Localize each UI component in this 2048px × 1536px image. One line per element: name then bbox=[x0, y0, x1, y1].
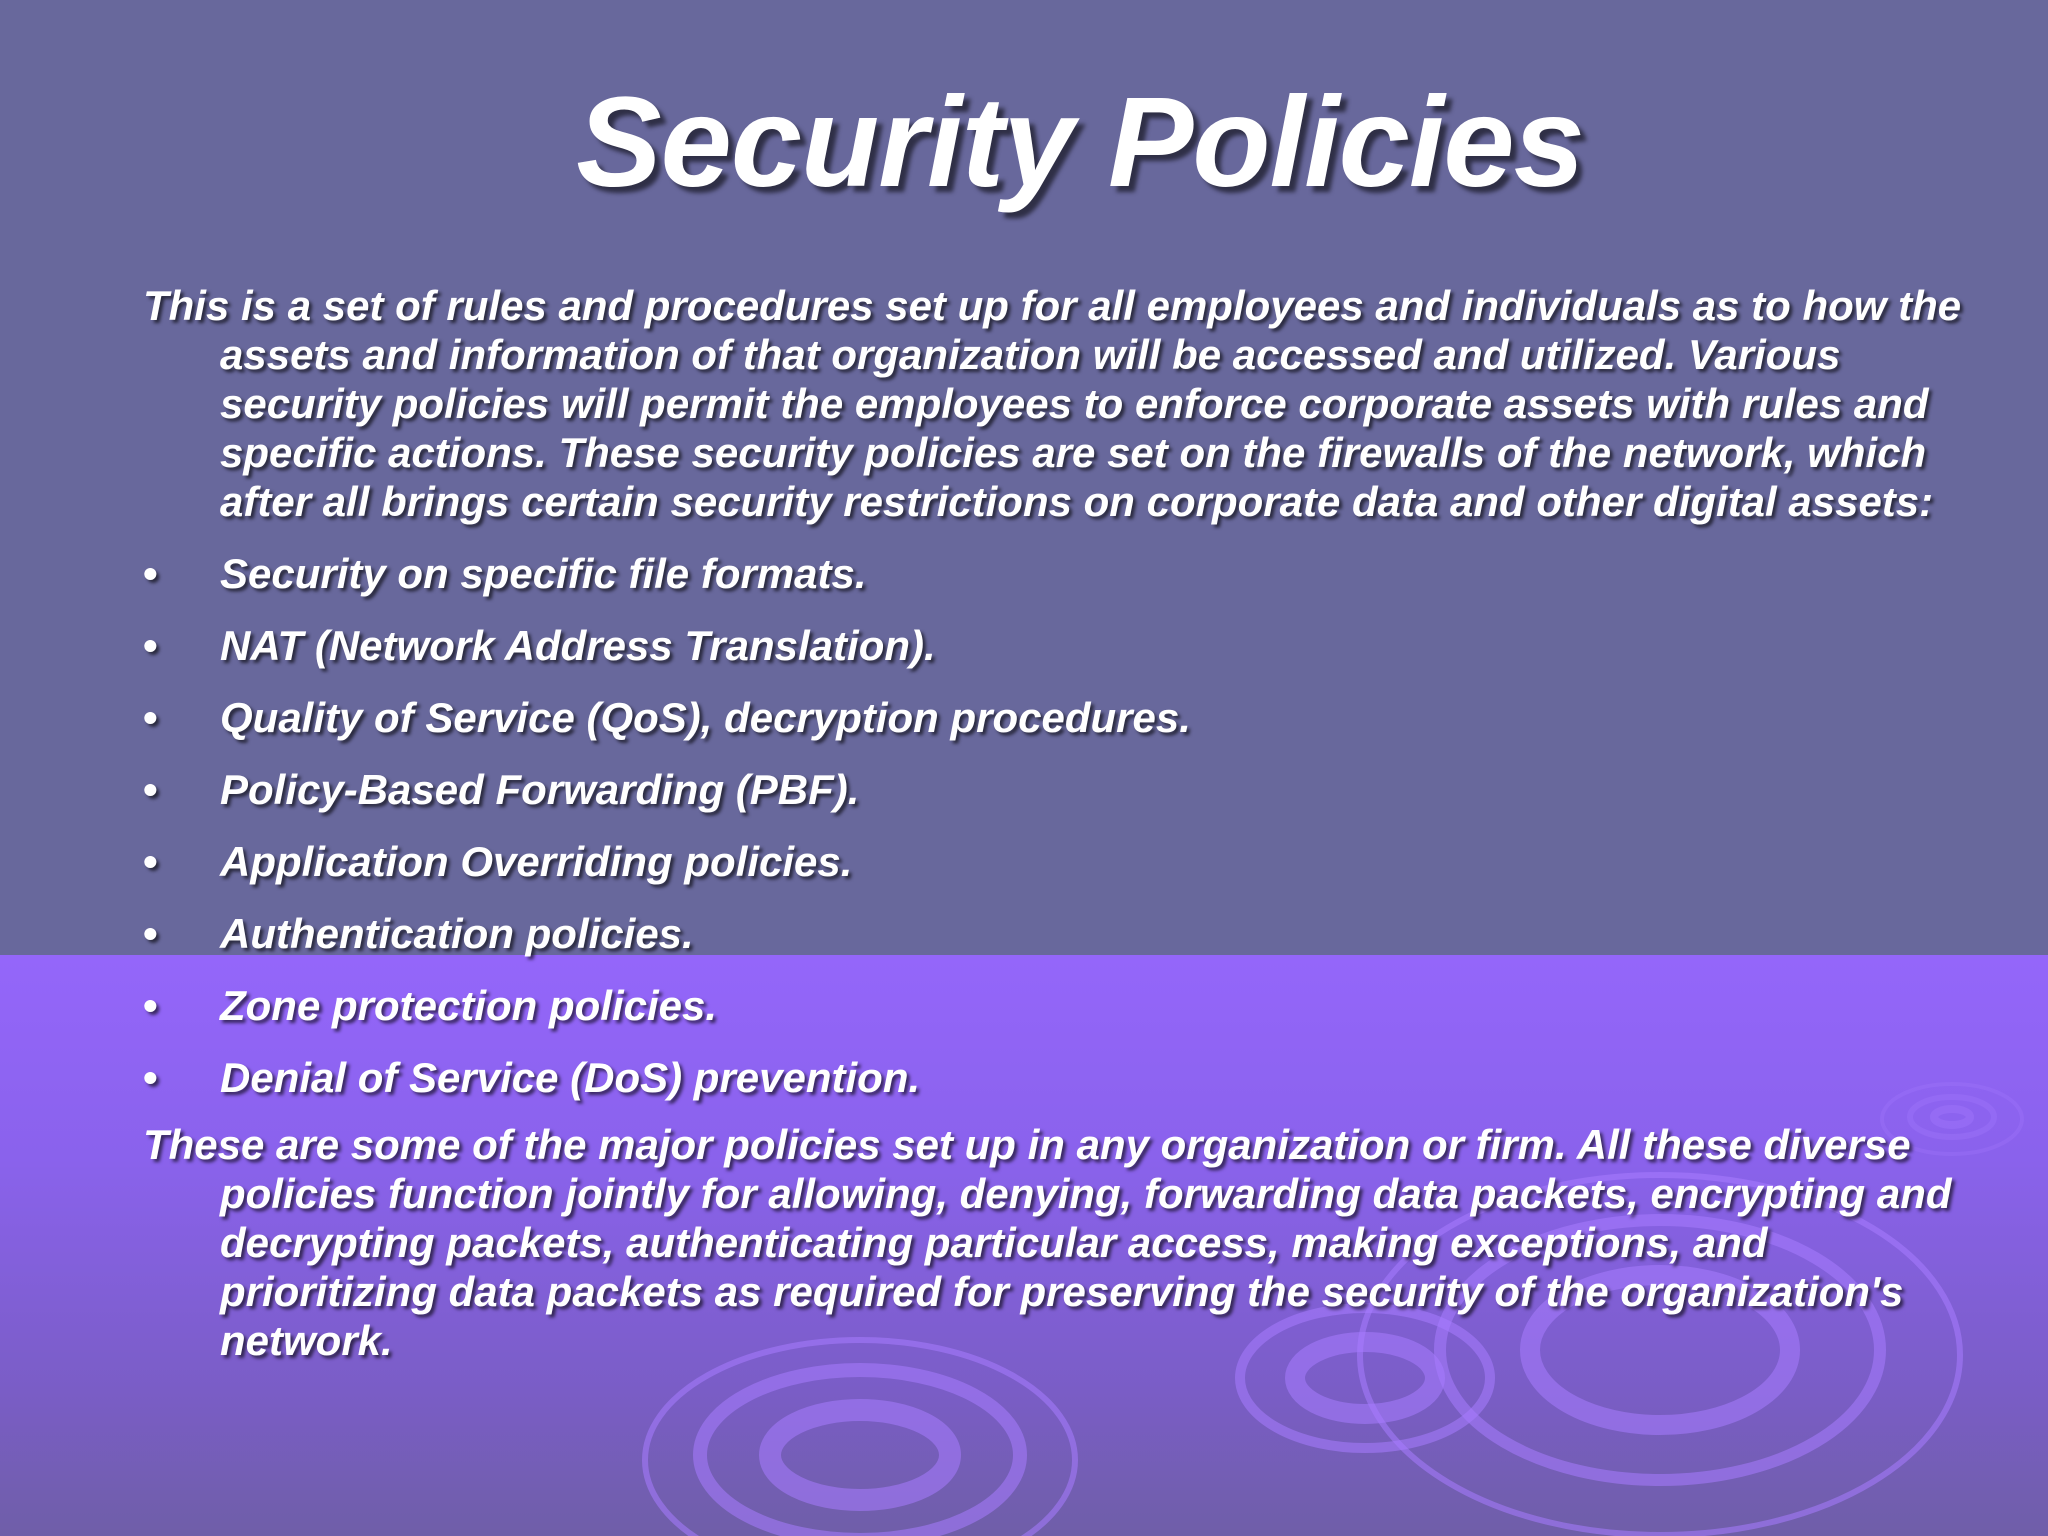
list-item-text: Zone protection policies. bbox=[220, 982, 718, 1029]
list-item bbox=[143, 981, 1963, 1053]
list-item bbox=[143, 1053, 1963, 1125]
bullet-icon: • bbox=[143, 838, 158, 885]
bullet-icon: • bbox=[143, 766, 158, 813]
closing-paragraph: These are some of the major policies set up in any organization or firm. All these diverse policies function jointly for allowing, denying, forwarding data packets, encrypting and decrypting packets, authenticating particular access, making exceptions, and prioritizing data packets as required for preserving the security of the organization's network. bbox=[143, 1121, 1952, 1364]
list-item bbox=[143, 693, 1963, 765]
list-item bbox=[143, 837, 1963, 909]
bullet-icon: • bbox=[143, 1054, 158, 1101]
policy-list bbox=[143, 549, 1963, 1125]
list-item-text: Policy-Based Forwarding (PBF). bbox=[220, 766, 860, 813]
list-item bbox=[143, 909, 1963, 981]
bullet-icon: • bbox=[143, 982, 158, 1029]
list-item-text: Quality of Service (QoS), decryption procedures. bbox=[220, 694, 1191, 741]
list-item-text: Security on specific file formats. bbox=[220, 550, 867, 597]
list-item bbox=[143, 621, 1963, 693]
list-item bbox=[143, 549, 1963, 621]
list-item-text: Application Overriding policies. bbox=[220, 838, 853, 885]
bullet-icon: • bbox=[143, 550, 158, 597]
list-item-text: Denial of Service (DoS) prevention. bbox=[220, 1054, 921, 1101]
slide-body bbox=[143, 281, 1963, 1365]
list-item-text: NAT (Network Address Translation). bbox=[220, 622, 936, 669]
list-item bbox=[143, 765, 1963, 837]
intro-paragraph: This is a set of rules and procedures set up for all employees and individuals as to how the assets and information of that organization will be accessed and utilized. Various security policies will permit the employees to enforce corporate assets with rules and specific actions. These security policies are set on the firewalls of the network, which after all brings certain security restrictions on corporate data and other digital assets: bbox=[143, 282, 1962, 525]
list-item-text: Authentication policies. bbox=[220, 910, 694, 957]
slide-title: Security Policies bbox=[576, 71, 1584, 214]
bullet-icon: • bbox=[143, 694, 158, 741]
bullet-icon: • bbox=[143, 622, 158, 669]
bullet-icon: • bbox=[143, 910, 158, 957]
